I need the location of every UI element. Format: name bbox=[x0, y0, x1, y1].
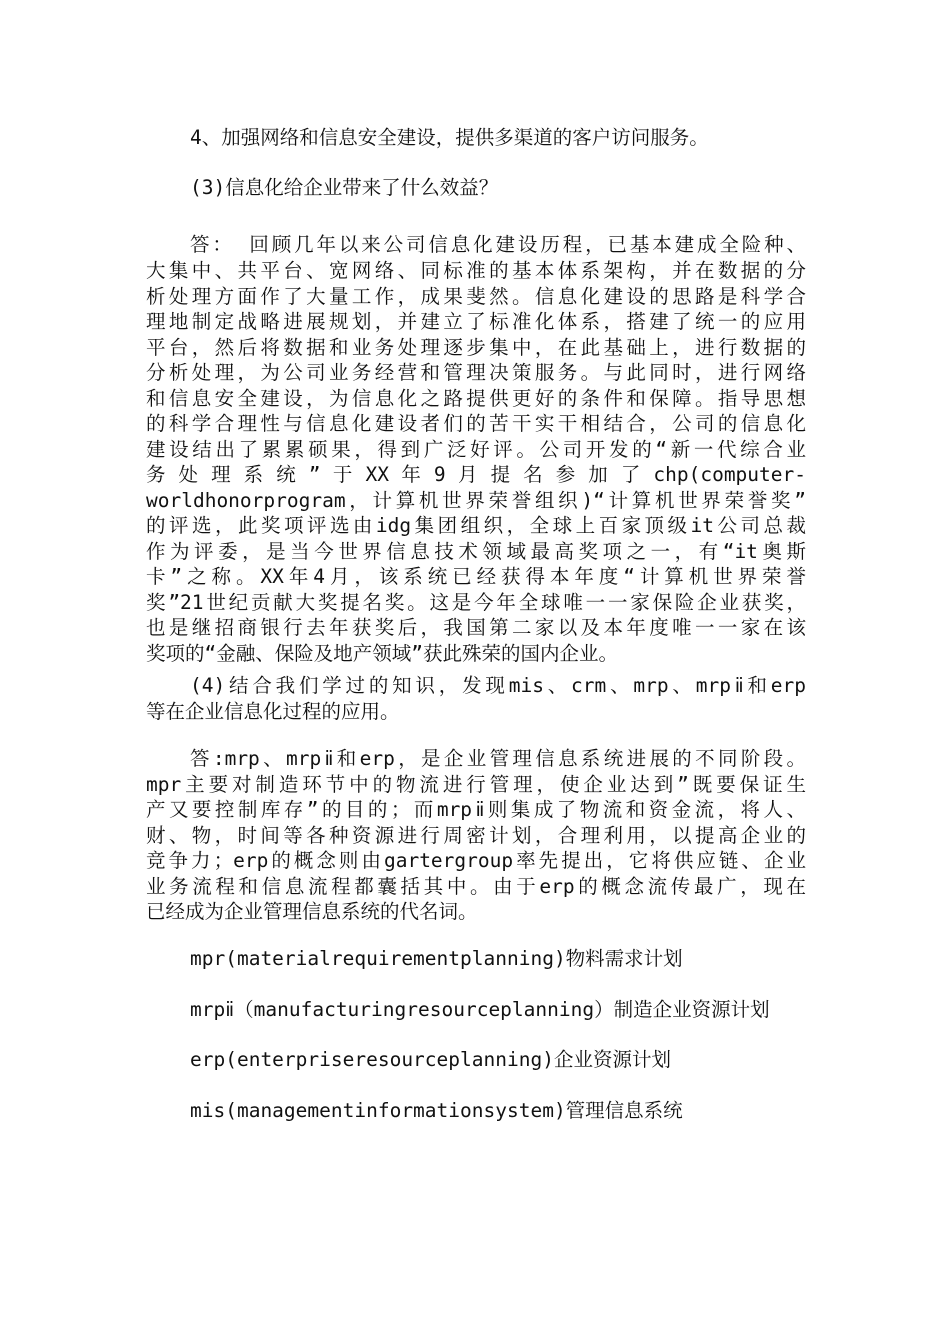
question-heading: 等在企业信息化过程的应用。 bbox=[146, 700, 400, 723]
paragraph-line: 的科学合理性与信息化建设者们的苦干实干相结合，公司的信息化 bbox=[146, 412, 806, 435]
paragraph-line: mpr主要对制造环节中的物流进行管理，使企业达到”既要保证生 bbox=[146, 773, 806, 796]
paragraph-line: 产又要控制库存”的目的；而mrpⅱ则集成了物流和资金流，将人、 bbox=[146, 798, 806, 821]
paragraph-line: 作为评委，是当今世界信息技术领域最高奖项之一，有“it奥斯 bbox=[146, 540, 806, 563]
paragraph-line: 奖”21世纪贡献大奖提名奖。这是今年全球唯一一家保险企业获奖， bbox=[146, 591, 806, 614]
question-heading: (3)信息化给企业带来了什么效益？ bbox=[190, 176, 499, 199]
term-definition: mis(managementinformationsystem)管理信息系统 bbox=[190, 1099, 683, 1122]
paragraph-line: 卡”之称。XX年4月，该系统已经获得本年度“计算机世界荣誉 bbox=[146, 565, 806, 588]
paragraph-line: 和信息安全建设，为信息化之路提供更好的条件和保障。指导思想 bbox=[146, 387, 806, 410]
paragraph-line: 答： 回顾几年以来公司信息化建设历程，已基本建成全险种、 bbox=[190, 233, 806, 256]
paragraph-line: 业务流程和信息流程都囊括其中。由于erp的概念流传最广，现在 bbox=[146, 875, 806, 898]
term-definition: mpr(materialrequirementplanning)物料需求计划 bbox=[190, 947, 683, 970]
paragraph-line: 平台，然后将数据和业务处理逐步集中，在此基础上，进行数据的 bbox=[146, 336, 806, 359]
paragraph-line: 大集中、共平台、宽网络、同标准的基本体系架构，并在数据的分 bbox=[146, 259, 806, 282]
paragraph-line: 理地制定战略进展规划，并建立了标准化体系，搭建了统一的应用 bbox=[146, 310, 806, 333]
paragraph-line: 答:mrp、mrpⅱ和erp，是企业管理信息系统进展的不同阶段。 bbox=[190, 747, 806, 770]
paragraph-line: 分析处理，为公司业务经营和管理决策服务。与此同时，进行网络 bbox=[146, 361, 806, 384]
paragraph-line: 建设结出了累累硕果，得到广泛好评。公司开发的“新一代综合业 bbox=[146, 438, 806, 461]
question-heading: (4)结合我们学过的知识，发现mis、crm、mrp、mrpⅱ和erp bbox=[190, 674, 806, 697]
paragraph-line: 奖项的“金融、保险及地产领域”获此殊荣的国内企业。 bbox=[146, 642, 618, 665]
paragraph-line: 的评选，此奖项评选由idg集团组织，全球上百家顶级it公司总裁 bbox=[146, 514, 806, 537]
paragraph-line: 也是继招商银行去年获奖后，我国第二家以及本年度唯一一家在该 bbox=[146, 616, 806, 639]
paragraph-line: 务 处 理 系 统 ” 于 XX 年 9 月 提 名 参 加 了 chp(computer- bbox=[146, 463, 806, 486]
paragraph-line: 竞争力；erp的概念则由gartergroup率先提出，它将供应链、企业 bbox=[146, 849, 806, 872]
paragraph-line: 4、加强网络和信息安全建设，提供多渠道的客户访问服务。 bbox=[190, 126, 709, 149]
paragraph-line: 已经成为企业管理信息系统的代名词。 bbox=[146, 900, 478, 923]
paragraph-line: 财、物，时间等各种资源进行周密计划，合理利用，以提高企业的 bbox=[146, 824, 806, 847]
term-definition: erp(enterpriseresourceplanning)企业资源计划 bbox=[190, 1048, 671, 1071]
paragraph-line: worldhonorprogram，计算机世界荣誉组织)“计算机世界荣誉奖” bbox=[146, 489, 806, 512]
term-definition: mrpⅱ（manufacturingresourceplanning）制造企业资源计划 bbox=[190, 998, 770, 1021]
paragraph-line: 析处理方面作了大量工作，成果斐然。信息化建设的思路是科学合 bbox=[146, 285, 806, 308]
